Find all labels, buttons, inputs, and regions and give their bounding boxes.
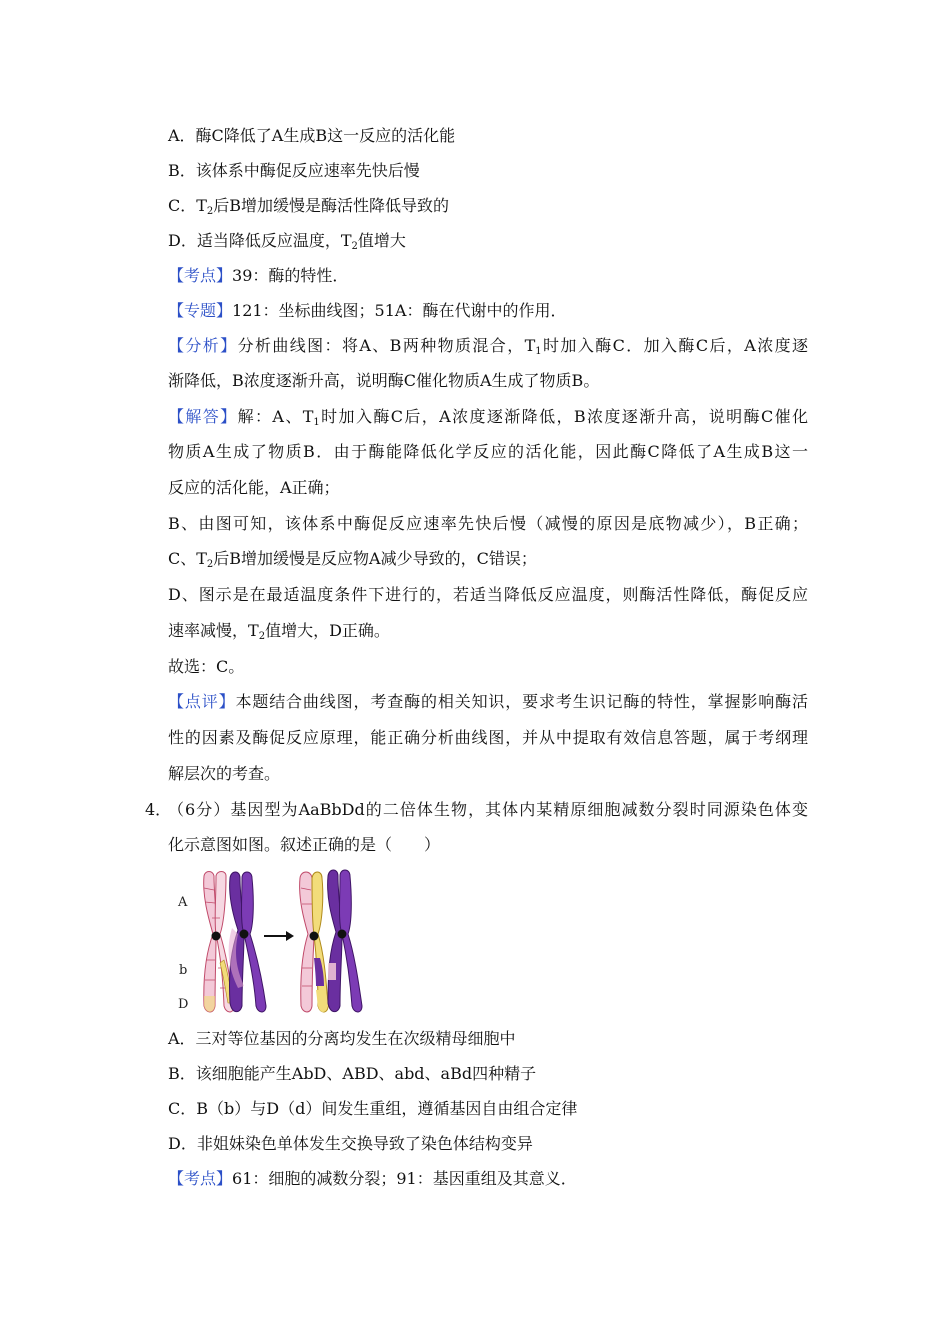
text: 值增大，D正确。 — [265, 621, 390, 640]
text: 时加入酶C后，A浓度逐渐降低，B浓度逐渐升高，说明酶C催化 — [319, 407, 808, 426]
q3-option-b: B．该体系中酶促反应速率先快后慢 — [168, 161, 420, 180]
q4-option-b: B．该细胞能产生AbD、ABD、abd、aBd四种精子 — [168, 1064, 537, 1083]
zhuanti-tag: 【专题】 — [168, 301, 233, 320]
text: D．适当降低反应温度，T — [168, 231, 352, 250]
q3-dianping-line3: 解层次的考查。 — [168, 764, 281, 783]
q3-jieda-line4: B、由图可知，该体系中酶促反应速率先快后慢（减慢的原因是底物减少），B正确； — [168, 514, 808, 533]
q3-jieda-line5 — [168, 548, 537, 570]
q4-option-c: C．B（b）与D（d）间发生重组，遵循基因自由组合定律 — [168, 1099, 578, 1118]
q3-jieda-line8: 故选：C。 — [168, 657, 245, 676]
centromere-icon — [212, 932, 221, 941]
kaodian-text: 39：酶的特性． — [232, 266, 349, 285]
q4-stem-line2: 化示意图如图。叙述正确的是（ ） — [168, 835, 441, 854]
subscript: 2 — [206, 559, 214, 570]
subscript: 2 — [351, 241, 358, 252]
gene-label-d: D — [178, 997, 189, 1012]
centromere-icon — [240, 930, 249, 939]
text: 值增大 — [357, 231, 406, 250]
text: C、T — [168, 549, 207, 568]
kaodian-text: 61：细胞的减数分裂；91：基因重组及其意义． — [232, 1169, 577, 1188]
text: 分析曲线图：将A、B两种物质混合，T — [237, 336, 536, 355]
text: 时加入酶C．加入酶C后，A浓度逐 — [541, 336, 808, 355]
text: 后B增加缓慢是酶活性降低导致的 — [213, 196, 450, 215]
chromosome-figure — [168, 868, 368, 1018]
subscript: 2 — [258, 631, 266, 642]
q4-number: 4． — [145, 800, 172, 819]
q3-option-d — [168, 230, 406, 252]
q3-zhuanti — [168, 300, 566, 322]
centromere-icon — [338, 930, 347, 939]
chromosome-purple-after — [328, 870, 362, 1012]
chromosome-purple-before — [229, 872, 266, 1012]
subscript: 1 — [313, 417, 320, 428]
subscript: 2 — [206, 206, 214, 217]
chromosome-diagram — [168, 868, 368, 1018]
fenxi-tag: 【分析】 — [168, 336, 238, 355]
kaodian-tag: 【考点】 — [168, 1169, 233, 1188]
text: 本题结合曲线图，考查酶的相关知识，要求考生识记酶的特性，掌握影响酶活 — [235, 692, 808, 711]
gene-label-a: A — [178, 895, 188, 910]
q3-dianping-line1 — [168, 691, 808, 713]
zhuanti-text: 121：坐标曲线图；51A：酶在代谢中的作用． — [232, 301, 567, 320]
arrow-right-icon — [264, 931, 294, 941]
q4-option-d: D．非姐妹染色单体发生交换导致了染色体结构变异 — [168, 1134, 533, 1153]
dianping-tag: 【点评】 — [168, 692, 236, 711]
q4-stem-line1: （6分）基因型为AaBbDd的二倍体生物，其体内某精原细胞减数分裂时同源染色体变 — [168, 800, 808, 819]
text: 解：A、T — [237, 407, 314, 426]
q3-jieda-line7 — [168, 620, 390, 642]
q3-dianping-line2: 性的因素及酶促反应原理，能正确分析曲线图，并从中提取有效信息答题，属于考纲理 — [168, 728, 808, 747]
jieda-tag: 【解答】 — [168, 407, 238, 426]
text: 后B增加缓慢是反应物A减少导致的，C错误； — [213, 549, 537, 568]
subscript: 1 — [535, 346, 542, 357]
q4-option-a: A．三对等位基因的分离均发生在次级精母细胞中 — [168, 1029, 516, 1048]
chromosome-pink-after — [300, 872, 328, 1012]
q3-option-c — [168, 195, 449, 217]
gene-label-b: b — [179, 963, 188, 978]
q3-jieda-line6: D、图示是在最适温度条件下进行的，若适当降低反应温度，则酶活性降低，酶促反应 — [168, 585, 808, 604]
q3-jieda-line2: 物质A生成了物质B．由于酶能降低化学反应的活化能，因此酶C降低了A生成B这一 — [168, 442, 808, 461]
q4-kaodian — [168, 1168, 577, 1190]
q3-kaodian — [168, 265, 348, 287]
kaodian-tag: 【考点】 — [168, 266, 233, 285]
centromere-icon — [310, 932, 319, 941]
q3-fenxi-line2: 渐降低，B浓度逐渐升高，说明酶C催化物质A生成了物质B。 — [168, 371, 600, 390]
q3-fenxi-line1 — [168, 335, 808, 357]
q3-option-a: A．酶C降低了A生成B这一反应的活化能 — [168, 126, 456, 145]
text: C．T — [168, 196, 207, 215]
q3-jieda-line1 — [168, 406, 808, 428]
text: 速率减慢，T — [168, 621, 259, 640]
q3-jieda-line3: 反应的活化能，A正确； — [168, 478, 340, 497]
